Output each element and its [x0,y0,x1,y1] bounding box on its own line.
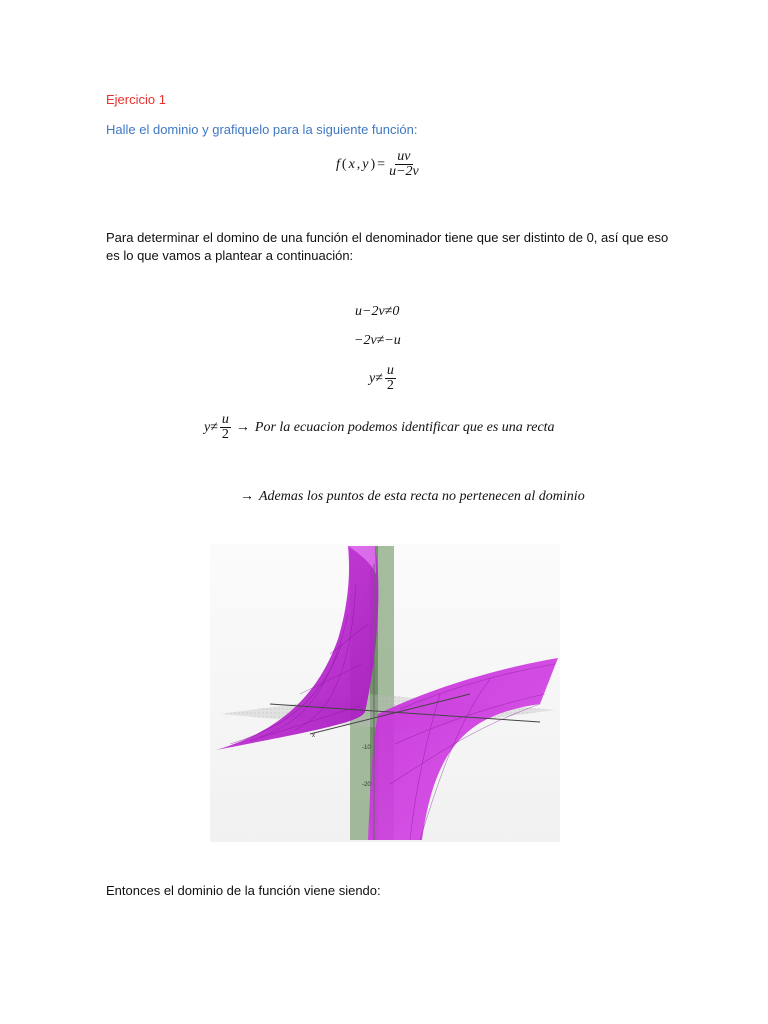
conclusion-line-1 [204,413,555,442]
step-3-fraction [385,364,396,393]
final-line: Entonces el dominio de la función viene siendo: [106,883,381,898]
explanation-line-2: es lo que vamos a plantear a continuación: [106,248,354,263]
step-3-numerator: u [386,363,394,378]
arrow-icon: → [235,419,250,435]
explanation-line-1: Para determinar el domino de una función el denominador tiene que ser distinto de 0, así que eso [106,230,669,245]
eq-x: x [348,156,355,172]
conclusion-fraction [220,413,231,442]
conclusion-text-2: Ademas los puntos de esta recta no pertenecen al dominio [259,489,585,504]
conclusion-denominator: 2 [221,427,229,442]
tick-label-x: x [312,733,315,739]
eq-numerator: uv [397,149,411,164]
eq-y: y [362,156,369,172]
eq-fraction [387,150,421,179]
eq-paren-close: ) [370,156,376,172]
instruction-text: Halle el dominio y grafiquelo para la siguiente función: [106,122,418,137]
step-3-denominator: 2 [386,378,394,393]
tick-label-neg20: -20 [362,782,371,788]
eq-paren-open: ( [341,156,347,172]
function-equation [336,150,421,179]
surface-plot-image [210,544,560,842]
eq-denominator: u−2v [389,164,419,179]
eq-comma: , [356,156,361,172]
tick-label-neg10: -10 [362,745,371,751]
conclusion-text-1: Por la ecuacion podemos identificar que es una recta [254,419,555,435]
arrow-icon: → [240,489,254,504]
step-1: u−2v≠0 [355,304,400,319]
conclusion-numerator: u [221,412,229,427]
step-3-lhs: y≠ [369,370,383,386]
conclusion-lhs: y≠ [204,419,218,435]
exercise-heading: Ejercicio 1 [106,92,166,107]
step-2: −2v≠−u [354,333,401,348]
conclusion-line-2 [240,489,585,505]
eq-equals: = [377,156,386,172]
surface-plot-svg [210,544,560,842]
step-3 [369,364,396,393]
eq-f: f [336,156,340,172]
